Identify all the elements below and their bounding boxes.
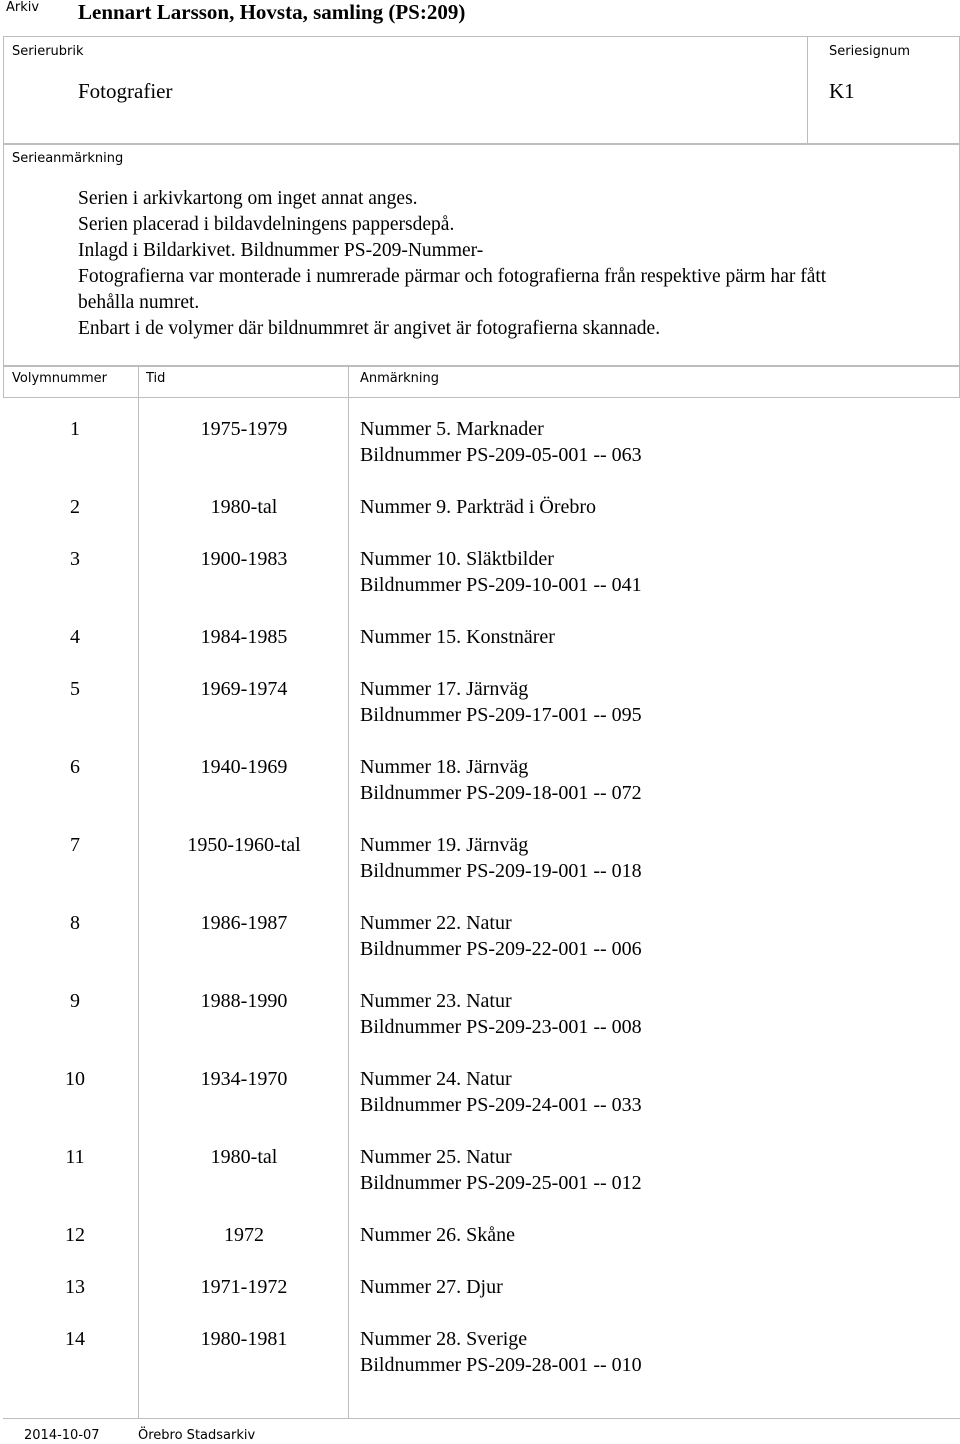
anmarkning-title: Nummer 18. Järnväg <box>360 756 529 778</box>
anmarkning-cell <box>360 910 960 962</box>
volymnummer-cell: 13 <box>65 1276 85 1298</box>
serieanmarkning-line: Fotografierna var monterade i numrerade pärmar och fotografierna från respektive pärm har fått <box>78 266 827 287</box>
table-row <box>0 910 960 988</box>
tid-cell: 1986-1987 <box>200 912 288 934</box>
serieanmarkning-line: Enbart i de volymer där bildnummret är angivet är fotografierna skannade. <box>78 318 661 339</box>
table-row <box>0 624 960 676</box>
tid-cell: 1971-1972 <box>200 1276 288 1298</box>
tid-cell: 1984-1985 <box>200 626 288 648</box>
table-row <box>0 754 960 832</box>
tid-cell: 1980-1981 <box>200 1328 288 1350</box>
table-row <box>0 1274 960 1326</box>
anmarkning-title: Nummer 22. Natur <box>360 912 512 934</box>
anmarkning-bildnummer: Bildnummer PS-209-28-001 -- 010 <box>360 1354 642 1376</box>
serierubrik-value: Fotografier <box>78 79 173 103</box>
anmarkning-title: Nummer 26. Skåne <box>360 1224 515 1246</box>
anmarkning-cell <box>360 624 960 650</box>
footer-organization: Örebro Stadsarkiv <box>138 1428 256 1443</box>
anmarkning-cell <box>360 832 960 884</box>
anmarkning-title: Nummer 19. Järnväg <box>360 834 529 856</box>
table-row <box>0 1326 960 1404</box>
volymnummer-cell: 1 <box>70 418 80 440</box>
serieanmarkning-line: behålla numret. <box>78 292 200 313</box>
anmarkning-bildnummer: Bildnummer PS-209-18-001 -- 072 <box>360 782 642 804</box>
table-row <box>0 1066 960 1144</box>
anmarkning-title: Nummer 17. Järnväg <box>360 678 529 700</box>
table-row <box>0 676 960 754</box>
volymnummer-cell: 4 <box>70 626 80 648</box>
anmarkning-bildnummer: Bildnummer PS-209-24-001 -- 033 <box>360 1094 642 1116</box>
table-row <box>0 416 960 494</box>
anmarkning-title: Nummer 24. Natur <box>360 1068 512 1090</box>
anmarkning-title: Nummer 15. Konstnärer <box>360 626 555 648</box>
table-row <box>0 1222 960 1274</box>
table-row <box>0 494 960 546</box>
tid-cell: 1950-1960-tal <box>187 834 301 856</box>
volymnummer-cell: 2 <box>70 496 80 518</box>
anmarkning-title: Nummer 9. Parkträd i Örebro <box>360 496 597 518</box>
volymnummer-cell: 7 <box>70 834 80 856</box>
serieanmarkning-line: Inlagd i Bildarkivet. Bildnummer PS-209-Nummer- <box>78 240 484 261</box>
anmarkning-title: Nummer 28. Sverige <box>360 1328 528 1350</box>
seriesignum-value: K1 <box>829 79 855 103</box>
anmarkning-bildnummer: Bildnummer PS-209-10-001 -- 041 <box>360 574 642 596</box>
tid-cell: 1934-1970 <box>200 1068 288 1090</box>
serieanmarkning-text <box>78 186 948 342</box>
anmarkning-cell <box>360 676 960 728</box>
table-row <box>0 546 960 624</box>
anmarkning-cell <box>360 1144 960 1196</box>
column-header-anmarkning: Anmärkning <box>360 371 439 386</box>
tid-cell: 1980-tal <box>210 1146 278 1168</box>
arkiv-label: Arkiv <box>6 0 40 15</box>
table-row <box>0 1144 960 1222</box>
serieanmarkning-line: Serien i arkivkartong om inget annat anges. <box>78 188 418 209</box>
serierubrik-label: Serierubrik <box>12 44 84 59</box>
anmarkning-bildnummer: Bildnummer PS-209-25-001 -- 012 <box>360 1172 642 1194</box>
tid-cell: 1940-1969 <box>200 756 288 778</box>
anmarkning-title: Nummer 27. Djur <box>360 1276 503 1298</box>
column-header-tid: Tid <box>146 371 166 386</box>
anmarkning-cell <box>360 416 960 468</box>
page-title: Lennart Larsson, Hovsta, samling (PS:209) <box>78 0 466 24</box>
tid-cell: 1980-tal <box>210 496 278 518</box>
anmarkning-bildnummer: Bildnummer PS-209-22-001 -- 006 <box>360 938 642 960</box>
anmarkning-bildnummer: Bildnummer PS-209-17-001 -- 095 <box>360 704 642 726</box>
anmarkning-cell <box>360 1326 960 1378</box>
volymnummer-cell: 9 <box>70 990 80 1012</box>
tid-cell: 1988-1990 <box>200 990 288 1012</box>
tid-cell: 1975-1979 <box>200 418 288 440</box>
seriesignum-label: Seriesignum <box>829 44 910 59</box>
anmarkning-bildnummer: Bildnummer PS-209-05-001 -- 063 <box>360 444 642 466</box>
anmarkning-cell <box>360 754 960 806</box>
table-row <box>0 988 960 1066</box>
volymnummer-cell: 6 <box>70 756 80 778</box>
anmarkning-bildnummer: Bildnummer PS-209-23-001 -- 008 <box>360 1016 642 1038</box>
volymnummer-cell: 11 <box>65 1146 85 1168</box>
volymnummer-cell: 5 <box>70 678 80 700</box>
table-row <box>0 832 960 910</box>
volume-list <box>0 416 960 1404</box>
anmarkning-title: Nummer 25. Natur <box>360 1146 512 1168</box>
column-header-volymnummer: Volymnummer <box>12 371 107 386</box>
footer-divider <box>3 1418 960 1419</box>
anmarkning-bildnummer: Bildnummer PS-209-19-001 -- 018 <box>360 860 642 882</box>
anmarkning-cell <box>360 1274 960 1300</box>
volymnummer-cell: 12 <box>65 1224 85 1246</box>
volymnummer-cell: 14 <box>65 1328 85 1350</box>
serie-header-divider <box>807 36 808 144</box>
volymnummer-cell: 3 <box>70 548 80 570</box>
footer-date: 2014-10-07 <box>24 1428 100 1443</box>
volymnummer-cell: 10 <box>65 1068 85 1090</box>
anmarkning-cell <box>360 1222 960 1248</box>
anmarkning-title: Nummer 5. Marknader <box>360 418 544 440</box>
serieanmarkning-label: Serieanmärkning <box>12 151 124 166</box>
anmarkning-cell <box>360 988 960 1040</box>
tid-cell: 1972 <box>224 1224 264 1246</box>
anmarkning-cell <box>360 494 960 520</box>
volymnummer-cell: 8 <box>70 912 80 934</box>
anmarkning-title: Nummer 23. Natur <box>360 990 512 1012</box>
anmarkning-cell <box>360 1066 960 1118</box>
tid-cell: 1900-1983 <box>200 548 288 570</box>
anmarkning-cell <box>360 546 960 598</box>
anmarkning-title: Nummer 10. Släktbilder <box>360 548 554 570</box>
serieanmarkning-line: Serien placerad i bildavdelningens pappersdepå. <box>78 214 455 235</box>
tid-cell: 1969-1974 <box>200 678 288 700</box>
